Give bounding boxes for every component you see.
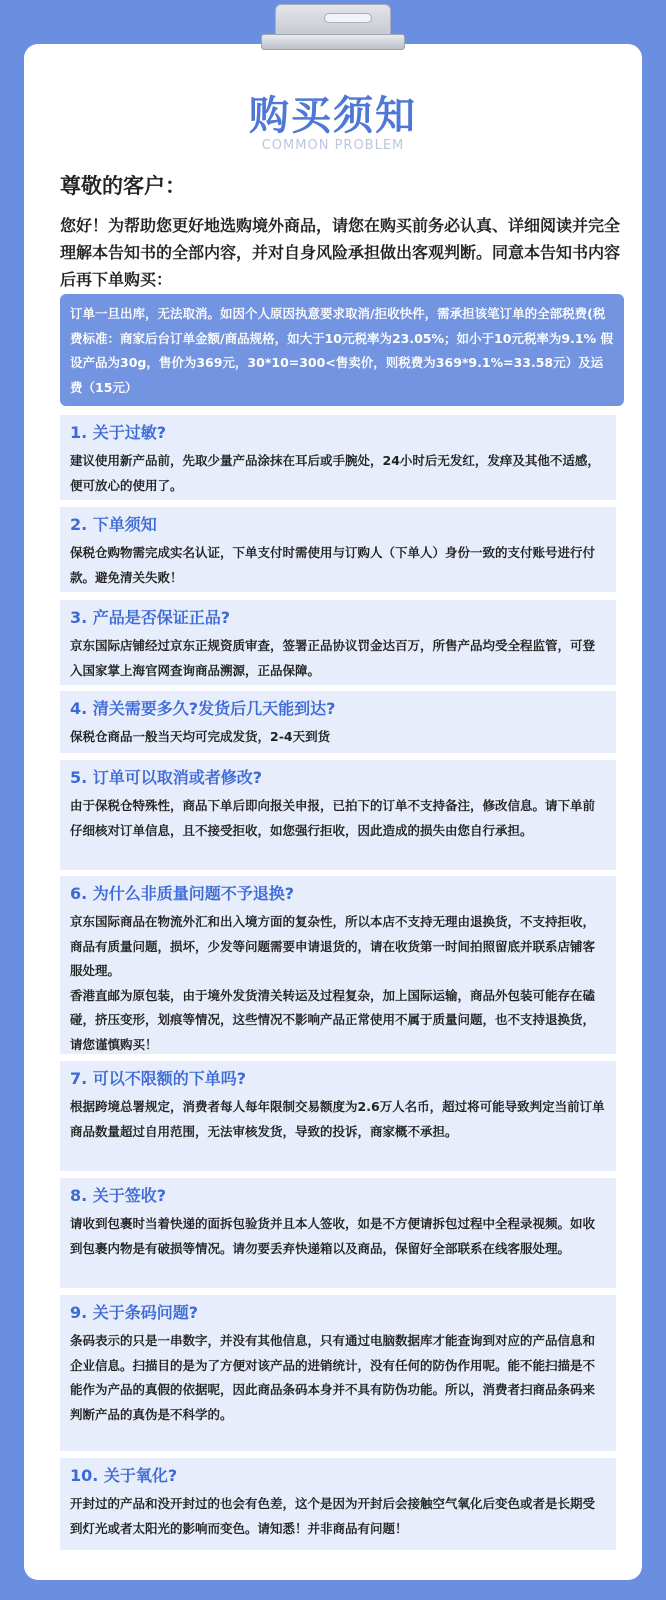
page-title: 购买须知 (249, 93, 417, 139)
faq-body: 京东国际商品在物流外汇和出入境方面的复杂性，所以本店不支持无理由退换货，不支持拒收，商品有质量问题，损坏，少发等问题需要申请退货的，请在收货第一时间拍照留底并联系店铺客服处理。 (70, 914, 596, 978)
faq-item-barcode (60, 1295, 616, 1451)
faq-body: 根据跨境总署规定，消费者每人每年限制交易额度为2.6万人名币，超过将可能导致判定当前订单商品数量超过自用范围，无法审核发货，导致的投诉，商家概不承担。 (70, 1099, 605, 1139)
faq-body-extra: 香港直邮为原包装，由于境外发货清关转运及过程复杂，加上国际运输，商品外包装可能存在磕碰，挤压变形，划痕等情况，这些情况不影响产品正常使用不属于质量问题，也不支持退换货，请您谨慎购买！ (70, 987, 596, 1052)
page-subtitle: COMMON PROBLEM (261, 138, 405, 153)
faq-item-cancel-modify (60, 760, 616, 870)
faq-item-signing (60, 1178, 616, 1288)
faq-title: 4. 清关需要多久?发货后几天能到达? (70, 699, 336, 718)
faq-body: 请收到包裹时当着快递的面拆包验货并且本人签收，如是不方便请拆包过程中全程录视频。如收到包裹内物是有破损等情况。请勿要丢弃快递箱以及商品，保留好全部联系在线客服处理。 (70, 1216, 596, 1256)
faq-item-oxidation (60, 1458, 616, 1550)
faq-item-authenticity (60, 600, 616, 685)
faq-title: 2. 下单须知 (70, 515, 157, 534)
faq-body: 京东国际店铺经过京东正规资质审查，签署正品协议罚金达百万，所售产品均受全程监管，可登入国家掌上海官网查询商品溯源，正品保障。 (70, 638, 596, 678)
faq-body: 保税仓商品一般当天均可完成发货，2-4天到货 (70, 729, 331, 744)
faq-body: 建议使用新产品前，先取少量产品涂抹在耳后或手腕处，24小时后无发红，发痒及其他不适感，便可放心的使用了。 (70, 453, 600, 493)
cancellation-notice: 订单一旦出库，无法取消。如因个人原因执意要求取消/拒收快件，需承担该笔订单的全部税费(税费标准：商家后台订单金额/商品规格，如大于10元税率为23.05%；如小于10元税率为9.1% 假设产品为30g，售价为369元，30*10=300<售卖价，则税费为369*9.1%=33.58元）及运费（15元） (60, 294, 624, 406)
faq-item-ordering (60, 507, 616, 592)
intro-text: 您好！为帮助您更好地选购境外商品，请您在购买前务必认真、详细阅读并完全理解本告知书的全部内容，并对自身风险承担做出客观判断。同意本告知书内容后再下单购买： (60, 216, 621, 289)
faq-body: 由于保税仓特殊性，商品下单后即向报关申报，已拍下的订单不支持备注，修改信息。请下单前仔细核对订单信息，且不接受拒收，如您强行拒收，因此造成的损失由您自行承担。 (70, 798, 596, 838)
faq-title: 5. 订单可以取消或者修改? (70, 768, 263, 787)
faq-title: 7. 可以不限额的下单吗? (70, 1069, 247, 1088)
faq-title: 10. 关于氧化? (70, 1466, 178, 1485)
faq-body: 条码表示的只是一串数字，并没有其他信息，只有通过电脑数据库才能查询到对应的产品信息和企业信息。扫描目的是为了方便对该产品的进销统计，没有任何的防伪作用呢。能不能扫描是不能作为产品的真假的依据呢，因此商品条码本身并不具有防伪功能。所以，消费者扫商品条码来判断产品的真伪是不科学的。 (70, 1333, 596, 1422)
faq-body: 保税仓购物需完成实名认证，下单支付时需使用与订购人（下单人）身份一致的支付账号进行付款。避免清关失败！ (70, 545, 596, 585)
faq-item-order-limit (60, 1061, 616, 1171)
faq-body: 开封过的产品和没开封过的也会有色差，这个是因为开封后会接触空气氧化后变色或者是长期受到灯光或者太阳光的影响而变色。请知悉！并非商品有问题！ (70, 1496, 596, 1536)
faq-title: 8. 关于签收? (70, 1186, 167, 1205)
greeting: 尊敬的客户： (60, 174, 186, 198)
faq-title: 9. 关于条码问题? (70, 1303, 199, 1322)
faq-title: 6. 为什么非质量问题不予退换? (70, 884, 295, 903)
clipboard-clip-icon (261, 4, 405, 54)
faq-item-customs-time (60, 691, 616, 753)
faq-item-allergy (60, 415, 616, 500)
faq-title: 3. 产品是否保证正品? (70, 608, 231, 627)
faq-title: 1. 关于过敏? (70, 423, 167, 442)
faq-item-returns (60, 876, 616, 1054)
